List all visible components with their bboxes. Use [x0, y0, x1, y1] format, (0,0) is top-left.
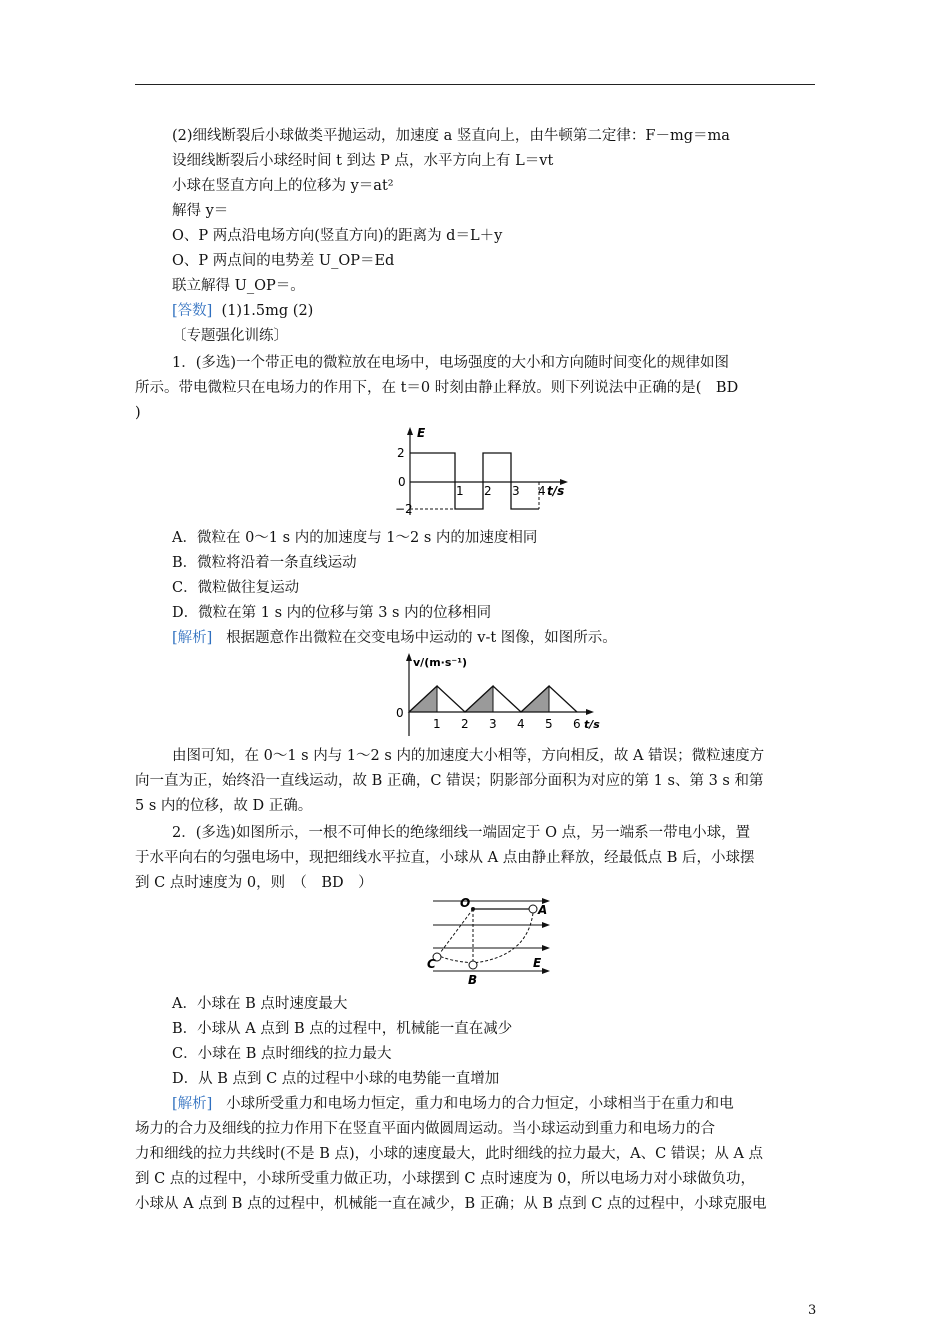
axis-label-x: t/s	[584, 718, 600, 731]
q2-analysis-line: 场力的合力及细线的拉力作用下在竖直平面内做圆周运动。当小球运动到重力和电场力的合	[135, 1121, 715, 1137]
tick-label: 6	[573, 717, 581, 731]
q2-analysis-line: 到 C 点的过程中，小球所受重力做正功，小球摆到 C 点时速度为 0，所以电场力对小球做负功，	[135, 1171, 755, 1187]
analysis-text: 小球所受重力和电场力恒定，重力和电场力的合力恒定，小球相当于在重力和电	[226, 1096, 734, 1112]
analysis-tag: [解析]	[172, 630, 213, 646]
tick-label: 2	[461, 717, 469, 731]
q1-analysis-line: 向一直为正，始终沿一直线运动，故 B 正确，C 错误；阴影部分面积为对应的第 1 s、第 3 s 和第	[135, 773, 764, 789]
q2-analysis-line: 力和细线的拉力共线时(不是 B 点)，小球的速度最大，此时细线的拉力最大，A、C 错误；从 A 点	[135, 1146, 764, 1162]
analysis-text: 根据题意作出微粒在交变电场中运动的 v-t 图像，如图所示。	[226, 630, 617, 646]
analysis-tag: [解析]	[172, 1096, 213, 1112]
tick-label: 3	[512, 484, 520, 498]
tick-label: 4	[517, 717, 525, 731]
tick-label: 0	[398, 475, 406, 489]
q2-option-b: B．小球从 A 点到 B 点的过程中，机械能一直在减少	[172, 1021, 513, 1037]
label-e: E	[533, 956, 542, 970]
fig-e-t-graph	[395, 425, 575, 525]
section-title: 〔专题强化训练〕	[172, 328, 288, 344]
q2-stem: 到 C 点时速度为 0，则 （ BD ）	[135, 875, 373, 891]
answer-tag: [答数]	[172, 303, 213, 319]
header-rule	[135, 84, 815, 85]
q2-option-c: C．小球在 B 点时细线的拉力最大	[172, 1046, 392, 1062]
tick-label: 1	[433, 717, 441, 731]
q2-stem: 于水平向右的匀强电场中，现把细线水平拉直，小球从 A 点由静止释放，经最低点 B 后，小球摆	[135, 850, 755, 866]
answer-line	[172, 301, 313, 321]
tick-label: 4	[538, 484, 546, 498]
tick-label: 5	[545, 717, 553, 731]
q1-option-d: D．微粒在第 1 s 内的位移与第 3 s 内的位移相同	[172, 605, 492, 621]
text-line: O、P 两点沿电场方向(竖直方向)的距离为 d＝L＋y	[172, 228, 503, 244]
label-b: B	[468, 973, 478, 987]
q2-stem: 2．(多选)如图所示，一根不可伸长的绝缘细线一端固定于 O 点，另一端系一带电小球，置	[172, 825, 751, 841]
q2-analysis	[172, 1094, 734, 1114]
q1-option-c: C．微粒做往复运动	[172, 580, 300, 596]
text-line: 解得 y＝	[172, 203, 229, 219]
tick-label: 2	[397, 446, 405, 460]
q1-option-b: B．微粒将沿着一条直线运动	[172, 555, 357, 571]
origin-label: 0	[396, 706, 404, 720]
fig-v-t-graph	[390, 650, 600, 740]
text-line: 小球在竖直方向上的位移为 y＝at²	[172, 178, 394, 194]
q1-analysis-line: 由图可知，在 0～1 s 内与 1～2 s 内的加速度大小相等，方向相反，故 A 错误；微粒速度方	[172, 748, 765, 764]
q1-stem: 所示。带电微粒只在电场力的作用下，在 t＝0 时刻由静止释放。则下列说法中正确的是( BD	[135, 380, 739, 396]
q2-option-a: A．小球在 B 点时速度最大	[172, 996, 348, 1012]
q1-stem: 1．(多选)一个带正电的微粒放在电场中，电场强度的大小和方向随时间变化的规律如图	[172, 355, 730, 371]
label-a: A	[538, 903, 548, 917]
text-line: 设细线断裂后小球经时间 t 到达 P 点，水平方向上有 L＝vt	[172, 153, 554, 169]
q1-analysis	[172, 628, 617, 648]
tick-label: 2	[484, 484, 492, 498]
q2-option-d: D．从 B 点到 C 点的过程中小球的电势能一直增加	[172, 1071, 500, 1087]
text-line: O、P 两点间的电势差 U_OP＝Ed	[172, 253, 395, 269]
text-line: (2)细线断裂后小球做类平抛运动，加速度 a 竖直向上，由牛顿第二定律：F－mg＝ma	[172, 128, 730, 144]
tick-label: 3	[489, 717, 497, 731]
q2-analysis-line: 小球从 A 点到 B 点的过程中，机械能一直在减少，B 正确；从 B 点到 C 点的过程中，小球克服电	[135, 1196, 767, 1212]
label-o: O	[460, 896, 471, 910]
axis-label-y: E	[417, 426, 426, 440]
page-number: 3	[808, 1303, 817, 1318]
q1-analysis-line: 5 s 内的位移，故 D 正确。	[135, 798, 313, 814]
tick-label: −2	[395, 502, 413, 516]
text-line: 联立解得 U_OP＝。	[172, 278, 305, 294]
q1-stem: )	[135, 405, 141, 421]
tick-label: 1	[456, 484, 464, 498]
label-c: C	[427, 957, 436, 971]
answer-text: (1)1.5mg (2)	[221, 303, 314, 319]
q1-option-a: A．微粒在 0～1 s 内的加速度与 1～2 s 内的加速度相同	[172, 530, 538, 546]
fig-pendulum	[425, 895, 560, 987]
axis-label-x: t/s	[547, 484, 565, 498]
axis-label-y: v/(m·s⁻¹)	[413, 656, 468, 669]
